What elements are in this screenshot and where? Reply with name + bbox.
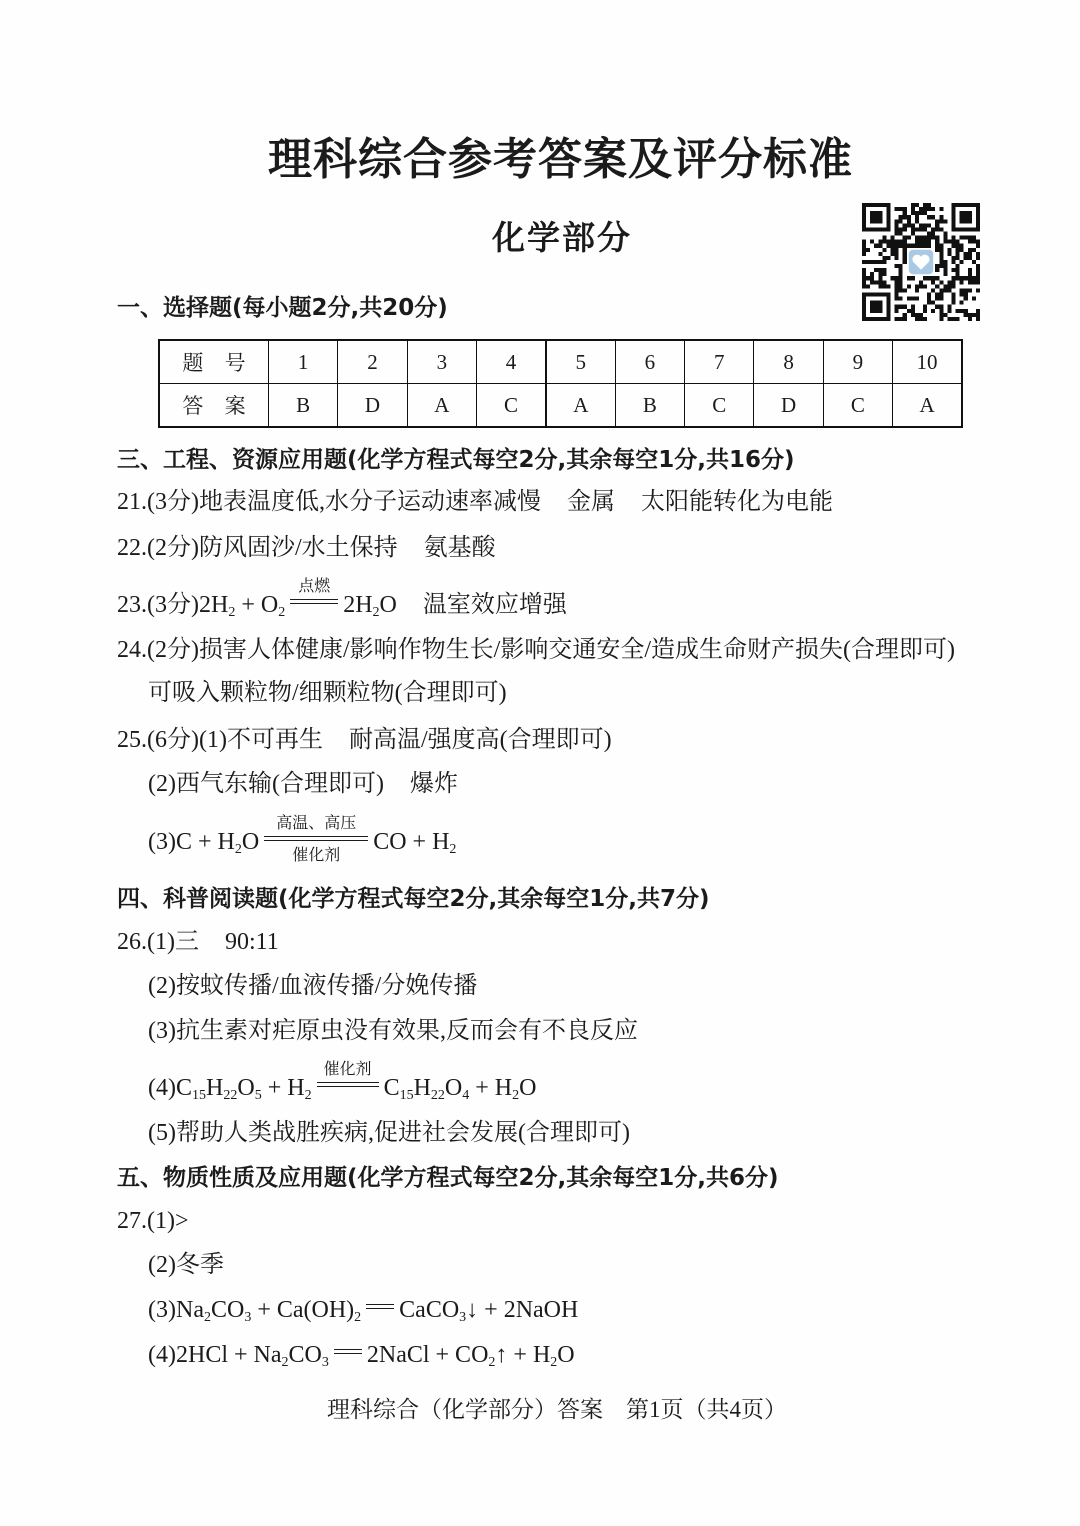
- equation-reactants: [176, 1075, 312, 1101]
- equation-products: [343, 592, 397, 618]
- question-number: 8: [754, 340, 823, 384]
- formula-text: CO: [210, 1297, 245, 1323]
- answer-cell: C: [477, 384, 546, 428]
- part-label: (5): [148, 1120, 176, 1146]
- question-number: 5: [546, 340, 615, 384]
- double-line: [264, 836, 368, 841]
- answer: >: [174, 1208, 189, 1234]
- section5-heading: 五、物质性质及应用题(化学方程式每空2分,其余每空1分,共6分): [117, 1165, 779, 1191]
- formula-subscript: 2: [281, 1355, 289, 1370]
- formula-text: Na: [175, 1297, 204, 1323]
- answer: 耐高温/强度高(合理即可): [348, 727, 612, 753]
- answer: 金属: [566, 489, 615, 515]
- answer: 氨基酸: [423, 535, 496, 561]
- answer: 冬季: [175, 1252, 224, 1278]
- page-subtitle: 化学部分: [492, 218, 632, 257]
- formula-subscript: 3: [321, 1355, 329, 1370]
- question-label: 27.: [117, 1208, 147, 1234]
- part-label: (4): [148, 1075, 176, 1101]
- answer: 西气东输(合理即可): [175, 771, 384, 797]
- answer: 按蚊传播/血液传播/分娩传播: [175, 973, 478, 999]
- equation-reactants: [176, 829, 259, 855]
- formula-text: 2NaCl + CO: [366, 1342, 489, 1368]
- part-label: (3): [148, 1018, 176, 1044]
- equation-reactants: [176, 1297, 361, 1323]
- double-line: [290, 599, 338, 604]
- page-title: 理科综合参考答案及评分标准: [268, 134, 853, 185]
- answer-cell: C: [823, 384, 892, 428]
- question-label: 24.(2分): [117, 637, 199, 663]
- formula-subscript: 5: [254, 1088, 262, 1103]
- formula-subscript: 2: [228, 605, 236, 620]
- formula-subscript: 15: [192, 1088, 206, 1103]
- reaction-sign: [317, 1061, 379, 1088]
- formula-text: C: [175, 1075, 192, 1101]
- formula-text: O: [237, 1075, 255, 1101]
- formula-text: H: [413, 1075, 431, 1101]
- answer-table: [158, 339, 963, 428]
- formula-text: + Ca(OH): [251, 1297, 355, 1323]
- answer-row: [159, 384, 962, 428]
- formula-subscript: 22: [430, 1088, 445, 1103]
- row-label: 答 案: [159, 384, 269, 428]
- q27-part3-line: [148, 1295, 578, 1325]
- q23-line: [117, 578, 567, 620]
- formula-subscript: 2: [488, 1355, 496, 1370]
- formula-text: O: [557, 1342, 575, 1368]
- q27-part4-line: [148, 1340, 575, 1370]
- q26-part2-line: [148, 971, 477, 1001]
- question-number-row: [159, 340, 962, 384]
- equation-products: [399, 1297, 578, 1323]
- formula-text: O: [241, 829, 260, 855]
- formula-subscript: 2: [512, 1088, 520, 1103]
- part-label: (1): [147, 929, 175, 955]
- double-line: [366, 1304, 394, 1309]
- qr-finder-bottom-left: [862, 293, 890, 321]
- row-label: 题 号: [159, 340, 269, 384]
- part-label: (3): [148, 1297, 176, 1323]
- question-label: 22.(2分): [117, 535, 199, 561]
- reaction-sign: [334, 1349, 362, 1355]
- section1-heading: 一、选择题(每小题2分,共20分): [117, 295, 448, 321]
- answer: 帮助人类战胜疾病,促进社会发展(合理即可): [175, 1120, 630, 1146]
- equation-products: [373, 829, 456, 855]
- formula-text: CO: [288, 1342, 322, 1368]
- answer: 不可再生: [226, 727, 323, 753]
- formula-text: 2HCl + Na: [175, 1342, 282, 1368]
- formula-text: C + H: [175, 829, 235, 855]
- reaction-condition: 高温、高压: [276, 815, 357, 832]
- part-label: (1): [198, 727, 227, 753]
- reaction-sign: [290, 578, 338, 605]
- formula-subscript: 3: [459, 1310, 467, 1325]
- part-label: (1): [147, 1208, 175, 1234]
- formula-subscript: 3: [244, 1310, 252, 1325]
- answer-cell: D: [754, 384, 823, 428]
- question-label: 21.(3分): [117, 489, 199, 515]
- q27-part2-line: [148, 1250, 224, 1280]
- equation-reactants: [176, 1342, 329, 1368]
- reaction-catalyst: 催化剂: [292, 847, 341, 864]
- equation-products: [367, 1342, 575, 1368]
- q27-part1-line: [117, 1206, 189, 1236]
- answer: 防风固沙/水土保持: [198, 535, 398, 561]
- formula-subscript: 15: [399, 1088, 414, 1103]
- formula-text: ↑ + H: [495, 1342, 551, 1368]
- question-label: 25.(6分): [117, 727, 199, 753]
- question-number: 9: [823, 340, 892, 384]
- formula-text: ↓ + 2NaOH: [466, 1297, 579, 1323]
- formula-subscript: 22: [223, 1088, 238, 1103]
- q24-line: [117, 635, 955, 665]
- part-label: (2): [148, 1252, 176, 1278]
- question-number: 7: [685, 340, 754, 384]
- question-number: 6: [615, 340, 684, 384]
- q26-part3-line: [148, 1016, 638, 1046]
- q25-part1-line: [117, 725, 612, 755]
- formula-text: CO + H: [373, 829, 450, 855]
- formula-text: + O: [235, 592, 279, 618]
- formula-text: CaCO: [399, 1297, 460, 1323]
- answer-cell: C: [685, 384, 754, 428]
- formula-subscript: 4: [462, 1088, 470, 1103]
- formula-subscript: 2: [304, 1088, 312, 1103]
- double-line: [334, 1349, 362, 1354]
- formula-subscript: 2: [372, 605, 380, 620]
- q26-part5-line: [148, 1118, 630, 1148]
- answer: 太阳能转化为电能: [640, 489, 833, 515]
- equation-reactants: [199, 592, 285, 618]
- part-label: (2): [148, 771, 176, 797]
- reaction-condition: 催化剂: [323, 1061, 372, 1078]
- answer: 损害人体健康/影响作物生长/影响交通安全/造成生命财产损失(合理即可): [198, 637, 955, 663]
- formula-subscript: 2: [203, 1310, 211, 1325]
- question-number: 4: [477, 340, 546, 384]
- qr-center-logo: [907, 248, 935, 276]
- qr-finder-top-right: [952, 203, 980, 231]
- answer: 温室效应增强: [422, 592, 567, 618]
- page-footer: 理科综合（化学部分）答案 第1页（共4页）: [327, 1397, 787, 1422]
- formula-subscript: 2: [449, 842, 457, 857]
- answer: 三: [174, 929, 199, 955]
- part-label: (4): [148, 1342, 176, 1368]
- section3-heading: 三、工程、资源应用题(化学方程式每空2分,其余每空1分,共16分): [117, 447, 795, 473]
- q25-part2-line: [148, 769, 458, 799]
- answer: 地表温度低,水分子运动速率减慢: [198, 489, 541, 515]
- double-line: [317, 1082, 379, 1087]
- q26-part1-line: [117, 927, 279, 957]
- answer: 抗生素对疟原虫没有效果,反而会有不良反应: [175, 1018, 638, 1044]
- answer-cell: D: [338, 384, 407, 428]
- q26-part4-line: [148, 1061, 537, 1103]
- q24-line-2: [148, 678, 507, 708]
- part-label: (2): [148, 973, 176, 999]
- formula-text: H: [206, 1075, 224, 1101]
- answer-cell: A: [407, 384, 476, 428]
- answer: 爆炸: [409, 771, 458, 797]
- formula-subscript: 2: [550, 1355, 558, 1370]
- answer-cell: B: [269, 384, 338, 428]
- q21-line: [117, 487, 833, 517]
- answer-cell: A: [893, 384, 962, 428]
- formula-text: O: [519, 1075, 537, 1101]
- section4-heading: 四、科普阅读题(化学方程式每空2分,其余每空1分,共7分): [117, 886, 710, 912]
- q25-part3-line: [148, 815, 457, 864]
- q22-line: [117, 533, 496, 563]
- formula-text: + H: [469, 1075, 513, 1101]
- qr-finder-top-left: [862, 203, 890, 231]
- answer-cell: A: [546, 384, 615, 428]
- question-number: 10: [893, 340, 962, 384]
- formula-subscript: 2: [278, 605, 286, 620]
- question-number: 3: [407, 340, 476, 384]
- formula-subscript: 2: [234, 842, 242, 857]
- formula-text: 2H: [343, 592, 373, 618]
- qr-code: [862, 203, 980, 321]
- answer-cell: B: [615, 384, 684, 428]
- equation-products: [384, 1075, 537, 1101]
- formula-text: O: [444, 1075, 463, 1101]
- formula-text: C: [383, 1075, 400, 1101]
- reaction-sign: [366, 1304, 394, 1310]
- formula-text: + H: [261, 1075, 305, 1101]
- answer: 可吸入颗粒物/细颗粒物(合理即可): [148, 680, 507, 706]
- question-label: 23.(3分): [117, 592, 199, 618]
- answer: 90:11: [224, 929, 279, 955]
- reaction-condition: 点燃: [298, 578, 331, 595]
- question-number: 2: [338, 340, 407, 384]
- formula-text: 2H: [198, 592, 229, 618]
- formula-subscript: 2: [354, 1310, 362, 1325]
- formula-text: O: [379, 592, 397, 618]
- question-label: 26.: [117, 929, 147, 955]
- part-label: (3): [148, 829, 176, 855]
- reaction-sign: [264, 815, 368, 864]
- question-number: 1: [269, 340, 338, 384]
